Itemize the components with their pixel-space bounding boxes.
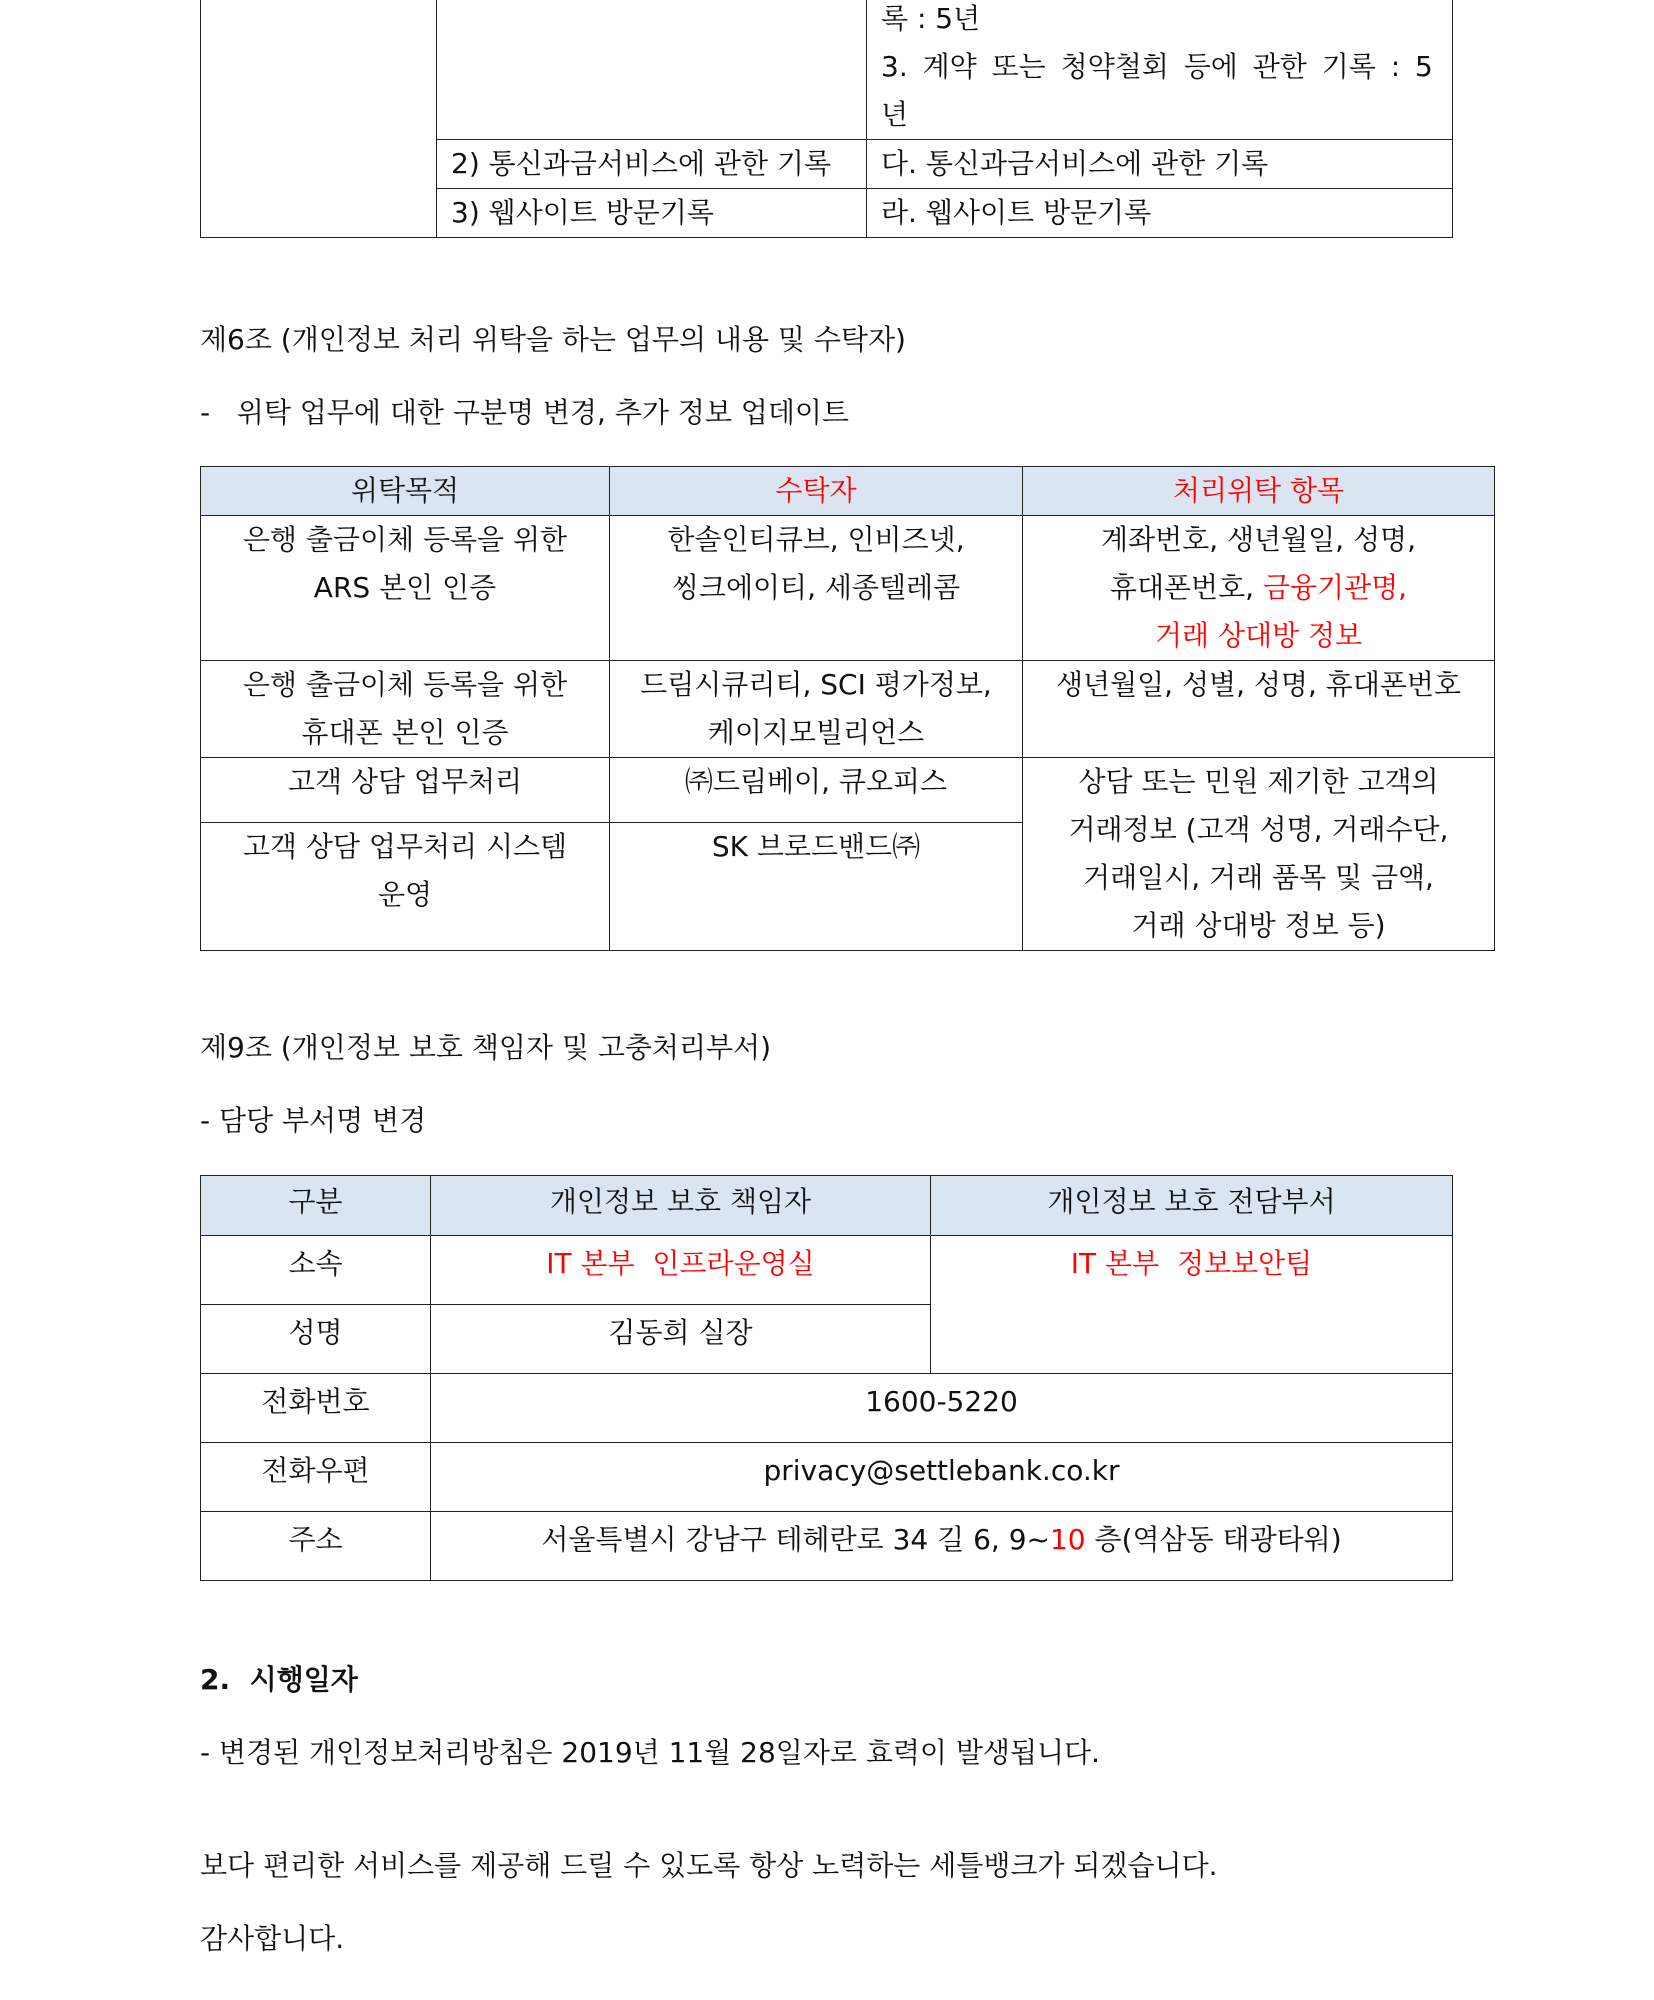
table-cell (437, 0, 867, 140)
header-dept: 개인정보 보호 전담부서 (931, 1176, 1453, 1236)
cell-line: 년 (881, 98, 909, 131)
table-cell: 전화우편 (201, 1443, 431, 1512)
table-row (201, 661, 1495, 758)
section2-text: - 변경된 개인정보처리방침은 2019년 11월 28일자로 효력이 발생됩니다. (200, 1736, 1101, 1769)
table-cell: 주소 (201, 1512, 431, 1581)
table-cell (1023, 516, 1495, 661)
cell-line: 한솔인티큐브, 인비즈넷, (667, 523, 965, 556)
cell-line (1031, 564, 1486, 612)
article6-note: - 위탁 업무에 대한 구분명 변경, 추가 정보 업데이트 (200, 396, 849, 429)
header-items: 처리위탁 항목 (1023, 467, 1495, 516)
cell-line: 은행 출금이체 등록을 위한 (242, 523, 568, 556)
article6-title: 제6조 (개인정보 처리 위탁을 하는 업무의 내용 및 수탁자) (200, 323, 906, 356)
cell-text: 휴대폰번호, (1109, 571, 1263, 604)
cell-line: 운영 (377, 877, 433, 911)
closing-line: 보다 편리한 서비스를 제공해 드릴 수 있도록 항상 노력하는 세틀뱅크가 되겠습니다. (200, 1849, 1218, 1882)
outsourcing-table (200, 466, 1495, 951)
table-cell-highlight: IT 본부 정보보안팀 (931, 1236, 1453, 1374)
cell-line: 휴대폰 본인 인증 (301, 716, 509, 749)
address-text: 층(역삼동 태광타워) (1085, 1523, 1342, 1556)
table-cell (201, 661, 610, 758)
cell-line: 씽크에이티, 세종텔레콤 (671, 571, 961, 604)
table-cell: 김동희 실장 (431, 1305, 931, 1374)
header-category: 구분 (201, 1176, 431, 1236)
cell-line: 거래일시, 거래 품목 및 금액, (1083, 861, 1434, 894)
table-cell (201, 516, 610, 661)
cell-line: 3. 계약 또는 청약철회 등에 관한 기록 : 5 (881, 50, 1433, 83)
article9-note: - 담당 부서명 변경 (200, 1104, 427, 1137)
table-cell (431, 1512, 1453, 1581)
table-cell (201, 0, 437, 238)
table-cell: 2) 통신과금서비스에 관한 기록 (437, 140, 867, 189)
table-cell: 소속 (201, 1236, 431, 1305)
table-row (201, 1374, 1453, 1443)
table-cell (867, 0, 1453, 140)
table-cell (201, 822, 610, 950)
table-header-row (201, 1176, 1453, 1236)
cell-text-highlight: 금융기관명, (1262, 571, 1408, 604)
table-cell: 고객 상담 업무처리 (201, 758, 610, 823)
table-cell: SK 브로드밴드㈜ (610, 822, 1023, 950)
table-row (201, 1236, 1453, 1305)
table-row (201, 0, 1453, 140)
table-row (201, 516, 1495, 661)
header-purpose: 위탁목적 (201, 467, 610, 516)
cell-line: 케이지모빌리언스 (707, 716, 925, 749)
cell-line-highlight: 거래 상대방 정보 (1154, 619, 1363, 652)
table-row (201, 758, 1495, 823)
table-row (201, 1443, 1453, 1512)
table-cell: 생년월일, 성별, 성명, 휴대폰번호 (1023, 661, 1495, 758)
section2-heading: 2. 시행일자 (200, 1663, 358, 1696)
table-header-row (201, 467, 1495, 516)
table-cell: 전화번호 (201, 1374, 431, 1443)
table-cell: 라. 웹사이트 방문기록 (867, 189, 1453, 238)
header-officer: 개인정보 보호 책임자 (431, 1176, 931, 1236)
cell-line: 고객 상담 업무처리 시스템 (242, 829, 568, 863)
table-cell: 다. 통신과금서비스에 관한 기록 (867, 140, 1453, 189)
table-cell (610, 661, 1023, 758)
cell-line: 상담 또는 민원 제기한 고객의 (1078, 765, 1439, 798)
table-cell: 1600-5220 (431, 1374, 1453, 1443)
cell-line: ARS 본인 인증 (313, 571, 497, 604)
cell-line: 거래 상대방 정보 등) (1131, 909, 1386, 942)
table-cell: 성명 (201, 1305, 431, 1374)
table-cell: 3) 웹사이트 방문기록 (437, 189, 867, 238)
table-cell (1023, 758, 1495, 951)
cell-line: 드림시큐리티, SCI 평가정보, (640, 668, 992, 701)
closing-thanks: 감사합니다. (200, 1922, 345, 1955)
cell-line: 록 : 5년 (881, 2, 981, 35)
table-cell (610, 516, 1023, 661)
table-row (201, 1512, 1453, 1581)
cell-line: 거래정보 (고객 성명, 거래수단, (1068, 813, 1449, 846)
article9-title: 제9조 (개인정보 보호 책임자 및 고충처리부서) (200, 1031, 772, 1064)
table-cell-highlight: IT 본부 인프라운영실 (431, 1236, 931, 1305)
header-trustee: 수탁자 (610, 467, 1023, 516)
address-text: 서울특별시 강남구 테헤란로 34 길 6, 9~ (541, 1523, 1050, 1556)
cell-line: 계좌번호, 생년월일, 성명, (1101, 523, 1416, 556)
table-cell: privacy@settlebank.co.kr (431, 1443, 1453, 1512)
records-table (200, 0, 1453, 238)
address-highlight: 10 (1049, 1523, 1086, 1556)
privacy-officer-table (200, 1175, 1453, 1581)
table-cell: ㈜드림베이, 큐오피스 (610, 758, 1023, 823)
cell-line: 은행 출금이체 등록을 위한 (242, 668, 568, 701)
